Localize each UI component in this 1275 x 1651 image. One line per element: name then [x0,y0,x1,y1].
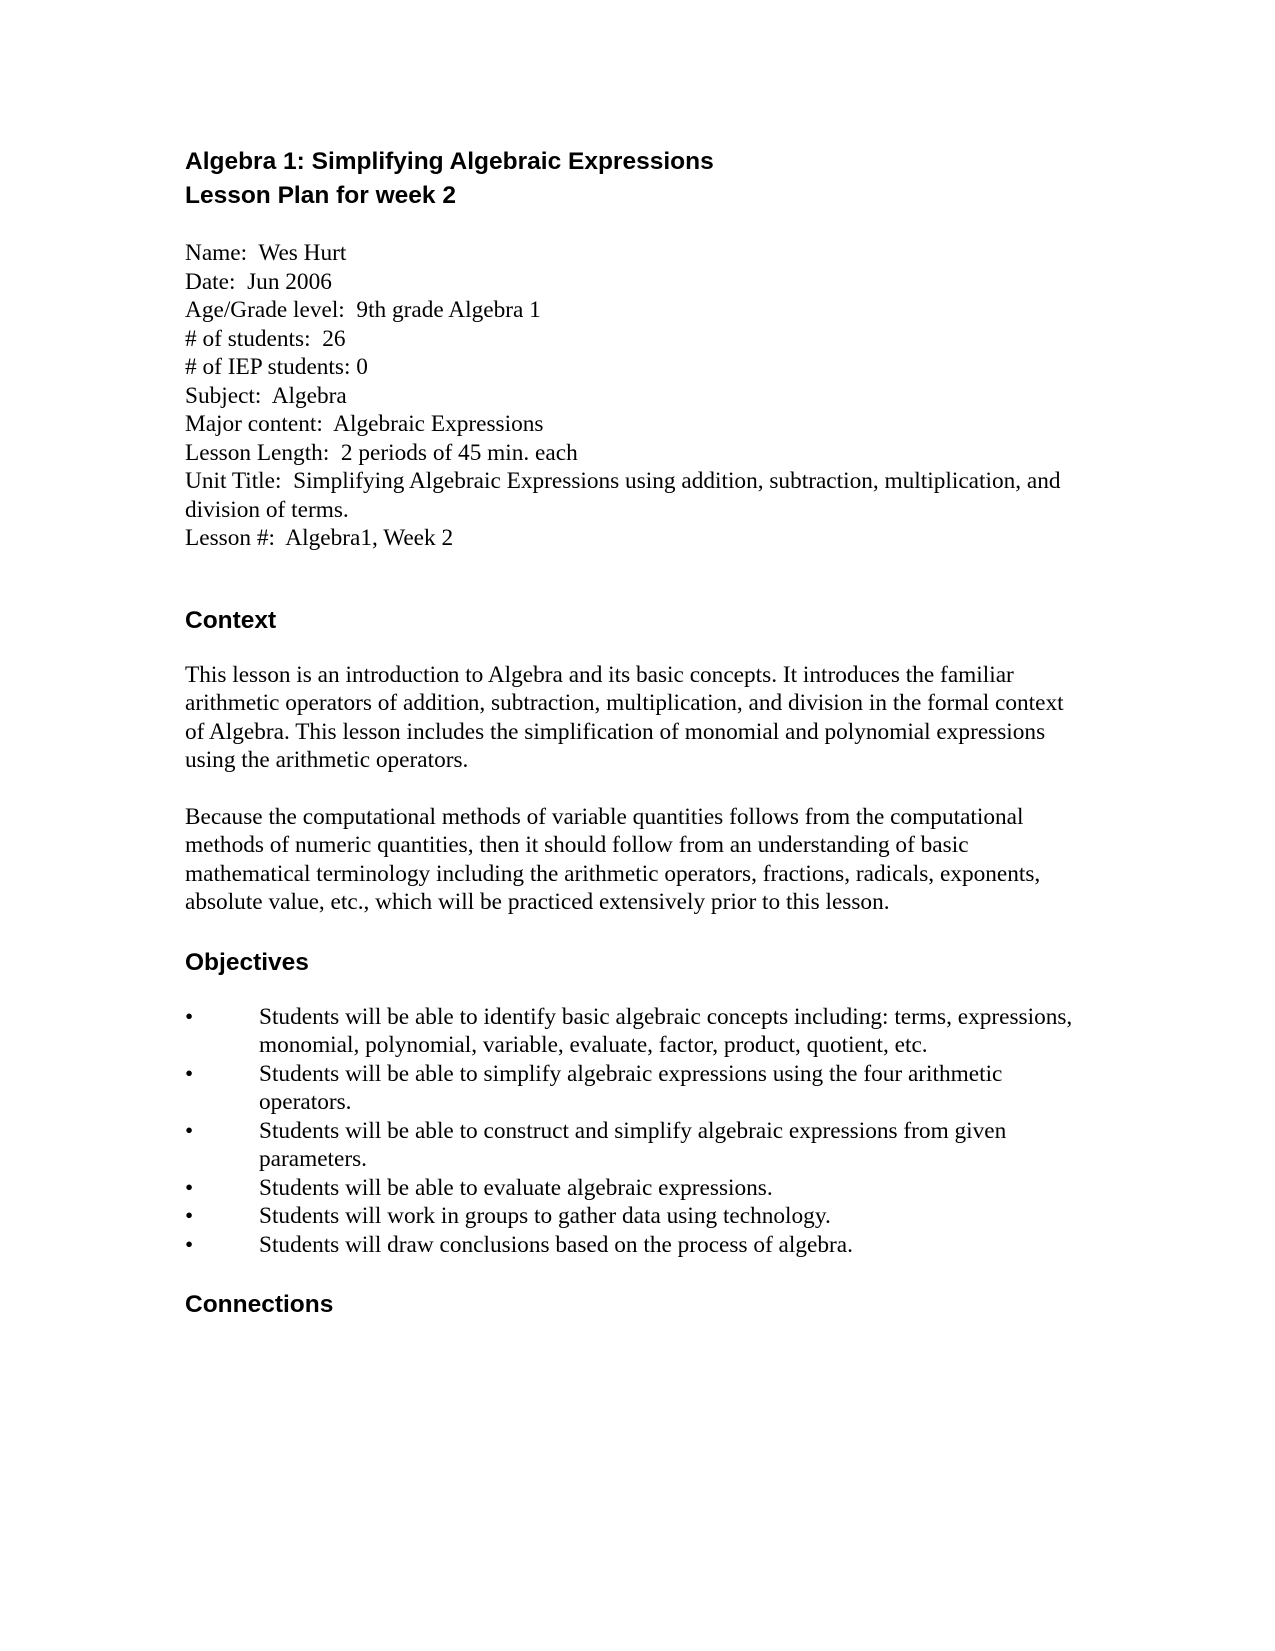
bullet-icon: • [185,1003,194,1030]
objective-text: Students will work in groups to gather data using technology. [259,1203,831,1229]
objective-text: Students will be able to construct and simplify algebraic expressions from given parameters. [259,1117,1007,1172]
info-num-students: # of students: 26 [185,325,346,352]
list-item [185,1202,1085,1231]
objective-text: Students will be able to simplify algebraic expressions using the four arithmetic operators. [259,1060,1003,1115]
context-paragraph-2: Because the computational methods of variable quantities follows from the computational methods of numeric quantities, then it should follow from an understanding of basic mathematical terminology including the arithmetic operators, fractions, radicals, exponents, absolute value, etc., which will be practiced extensively prior to this lesson. [185,803,1041,915]
objectives-heading: Objectives [185,948,309,976]
info-iep-students: # of IEP students: 0 [185,354,368,380]
info-major-content: Major content: Algebraic Expressions [185,411,544,437]
title-line-2: Lesson Plan for week 2 [185,182,456,209]
info-lesson-length: Lesson Length: 2 periods of 45 min. each [185,439,578,466]
lesson-info [185,239,1085,553]
bullet-icon: • [185,1174,194,1201]
context-paragraph-1: This lesson is an introduction to Algebra and its basic concepts. It introduces the familiar arithmetic operators of addition, subtraction, multiplication, and division in the formal context of Algebra. This lesson includes the simplification of monomial and polynomial expressions using the arithmetic operators. [185,661,1064,773]
bullet-icon: • [185,1203,194,1229]
info-subject: Subject: Algebra [185,382,347,409]
list-item [185,1060,1085,1117]
info-name: Name: Wes Hurt [185,240,347,266]
list-item [185,1174,1085,1203]
objective-text: Students will be able to identify basic algebraic concepts including: terms, expressions, monomial, polynomial, variable, evaluate, factor, product, quotient, etc. [259,1003,1073,1058]
objective-text: Students will be able to evaluate algebraic expressions. [259,1174,773,1201]
info-unit-title: Unit Title: Simplifying Algebraic Expressions using addition, subtraction, multiplication, and division of terms. [185,468,1067,523]
info-grade-level: Age/Grade level: 9th grade Algebra 1 [185,297,541,323]
list-item [185,1231,1085,1260]
bullet-icon: • [185,1231,194,1258]
info-date: Date: Jun 2006 [185,268,332,295]
title-line-1: Algebra 1: Simplifying Algebraic Expressions [185,148,714,175]
context-heading: Context [185,606,277,634]
list-item [185,1003,1085,1060]
document-title [185,145,1085,213]
list-item [185,1117,1085,1174]
info-lesson-number: Lesson #: Algebra1, Week 2 [185,525,454,551]
connections-heading: Connections [185,1291,334,1318]
bullet-icon: • [185,1060,194,1087]
document-page [185,145,1085,1321]
bullet-icon: • [185,1117,194,1144]
objective-text: Students will draw conclusions based on the process of algebra. [259,1231,853,1258]
objectives-list [185,1003,1085,1260]
